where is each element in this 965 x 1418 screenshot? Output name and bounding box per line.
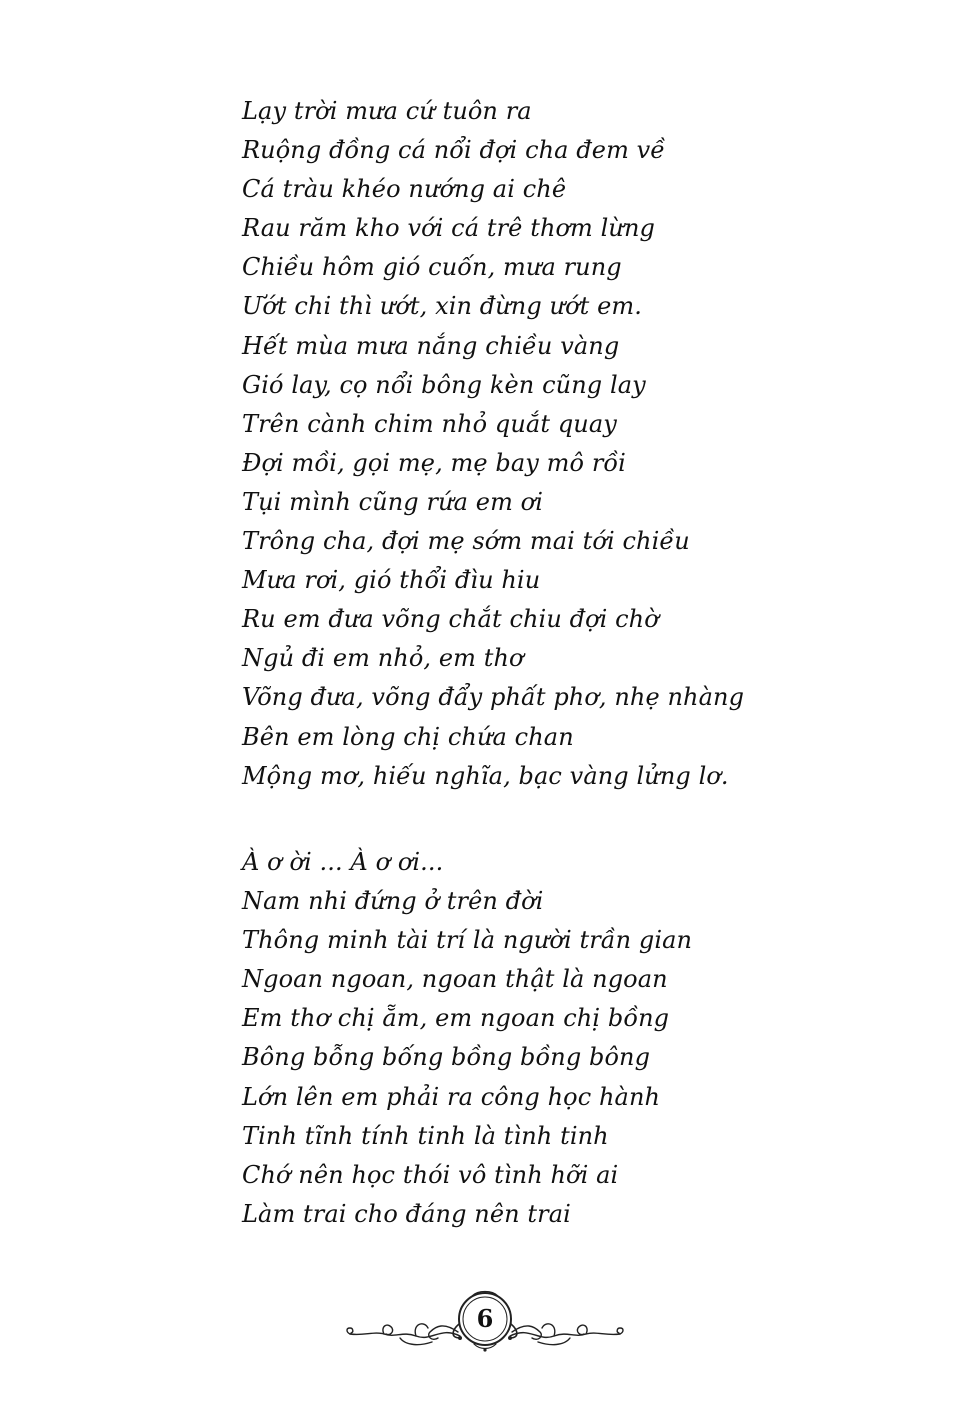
poem-line: Võng đưa, võng đẩy phất phơ, nhẹ nhàng [242,683,745,712]
poem-line: Thông minh tài trí là người trần gian [242,926,693,955]
poem-line: Gió lay, cọ nổi bông kèn cũng lay [242,370,646,399]
poem-line: Tụi mình cũng rứa em ơi [242,487,543,516]
poem-line: Đợi mồi, gọi mẹ, mẹ bay mô rồi [242,448,626,477]
poem-line: Ruộng đồng cá nổi đợi cha đem về [242,136,666,165]
poem-line: Em thơ chị ẵm, em ngoan chị bồng [242,1004,670,1033]
poem-line: Bông bỗng bống bồng bồng bông [242,1043,651,1072]
poem-line: Lớn lên em phải ra công học hành [242,1082,661,1111]
poem-line: Trên cành chim nhỏ quắt quay [242,409,617,438]
poem-stanza-1 [242,92,744,796]
poem-line: Mộng mơ, hiếu nghĩa, bạc vàng lửng lơ. [242,761,729,790]
poem-line: Tinh tĩnh tính tinh là tình tinh [242,1121,609,1150]
poem-line: Trông cha, đợi mẹ sớm mai tới chiều [242,527,690,556]
poem-line: Hết mùa mưa nắng chiều vàng [242,331,620,360]
poem-line: Rau răm kho với cá trê thơm lừng [242,214,655,243]
poem-stanza-2 [242,843,692,1234]
poem-line: Chớ nên học thói vô tình hỡi ai [242,1160,619,1189]
poem-line: Chiều hôm gió cuốn, mưa rung [242,253,622,282]
poem-line: Mưa rơi, gió thổi đìu hiu [242,566,541,595]
poem-line: Cá tràu khéo nướng ai chê [242,175,567,204]
poem-line: Ướt chi thì ướt, xin đừng ướt em. [242,292,643,321]
page-number: 6 [476,1304,494,1333]
page-footer [340,1286,630,1356]
poem-line: Ngoan ngoan, ngoan thật là ngoan [242,965,668,994]
poem-line: Bên em lòng chị chứa chan [242,722,574,751]
poem-line: Ngủ đi em nhỏ, em thơ [242,644,524,673]
poem-line: Ru em đưa võng chắt chiu đợi chờ [242,605,659,634]
poem-line: Lạy trời mưa cứ tuôn ra [242,97,532,125]
poem-line: À ơ ời ... À ơ ơi... [242,848,444,876]
poem-line: Nam nhi đứng ở trên đời [242,887,544,916]
poem-line: Làm trai cho đáng nên trai [242,1199,571,1228]
